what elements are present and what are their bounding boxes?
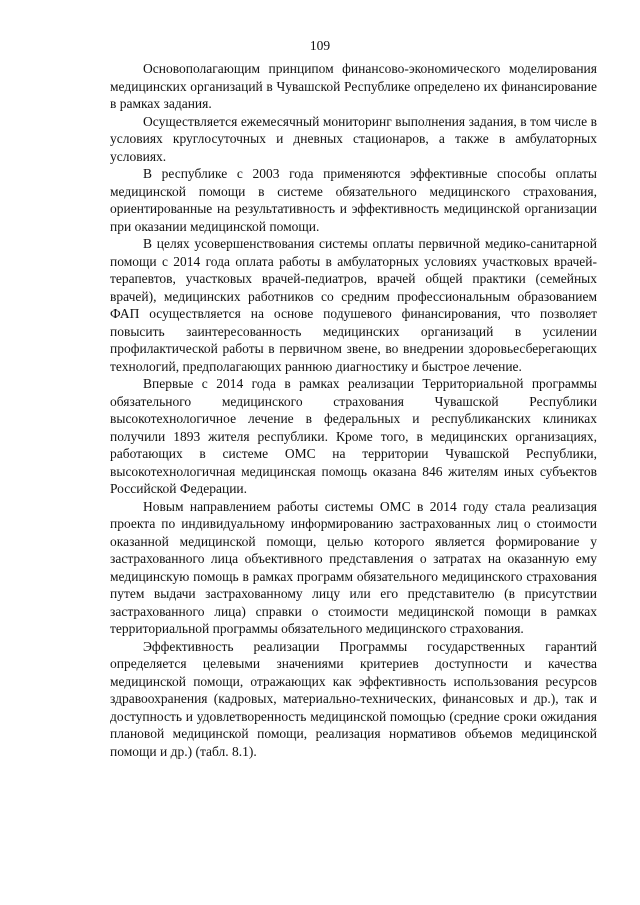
paragraph-monitoring: Осуществляется ежемесячный мониторинг выполнения задания, в том числе в условиях круглосуточных и дневных стационаров, а также в амбулаторных условиях. xyxy=(110,113,597,164)
body-text xyxy=(110,60,597,760)
paragraph-financing-model: Основополагающим принципом финансово-экономического моделирования медицинских организаций в Чувашской Республике определено их финансирование в рамках задания. xyxy=(110,61,597,111)
paragraph-program-effectiveness: Эффективность реализации Программы государственных гарантий определяется целевыми значениями критериев доступности и качества медицинской помощи, отражающих как эффективность использования ресурсов здравоохранения (кадровых, материально-технических, финансовых и др.), так и доступность и удовлетворенность медицинской помощью (средние сроки ожидания плановой медицинской помощи, реализация нормативов объемов медицинской помощи и др.) (табл. 8.1). xyxy=(110,638,597,759)
paragraph-per-capita-financing: В целях усовершенствования системы оплаты первичной медико-санитарной помощи с 2014 года оплата работы в амбулаторных условиях участковых врачей-терапевтов, участковых врачей-педиатров, врачей общей практики (семейных врачей), медицинских работников со средним профессиональным образованием ФАП осуществляется на основе подушевого финансирования, что позволяет повысить заинтересованность медицинских организаций в усилении профилактической работы в первичном звене, во внедрении здоровьесберегающих технологий, предполагающих раннюю диагностику и быстрое лечение. xyxy=(110,236,597,374)
paragraph-individual-informing: Новым направлением работы системы ОМС в 2014 году стала реализация проекта по индивидуальному информированию застрахованных лиц о стоимости оказанной медицинской помощи, целью которого является формирование у застрахованного лица объективного представления о затратах на оказанную ему медицинскую помощь в рамках программ обязательного медицинского страхования путем выдачи застрахованному лицу или его представителю (в присутствии застрахованного лица) справки о стоимости медицинской помощи в рамках территориальной программы обязательного медицинского страхования. xyxy=(110,498,597,636)
page-number: 109 xyxy=(309,38,331,53)
paragraph-payment-methods: В республике с 2003 года применяются эффективные способы оплаты медицинской помощи в системе обязательного медицинского страхования, ориентированные на результативность и эффективность медицинской организации при оказании медицинской помощи. xyxy=(110,166,597,234)
paragraph-high-tech-care: Впервые с 2014 года в рамках реализации Территориальной программы обязательного медицинского страхования Чувашской Республики высокотехнологичное лечение в федеральных и республиканских клиниках получили 1893 жителя республики. Кроме того, в медицинских организациях, работающих в системе ОМС на территории Чувашской Республики, высокотехнологичная медицинская помощь оказана 846 жителям иных субъектов Российской Федерации. xyxy=(110,376,597,496)
